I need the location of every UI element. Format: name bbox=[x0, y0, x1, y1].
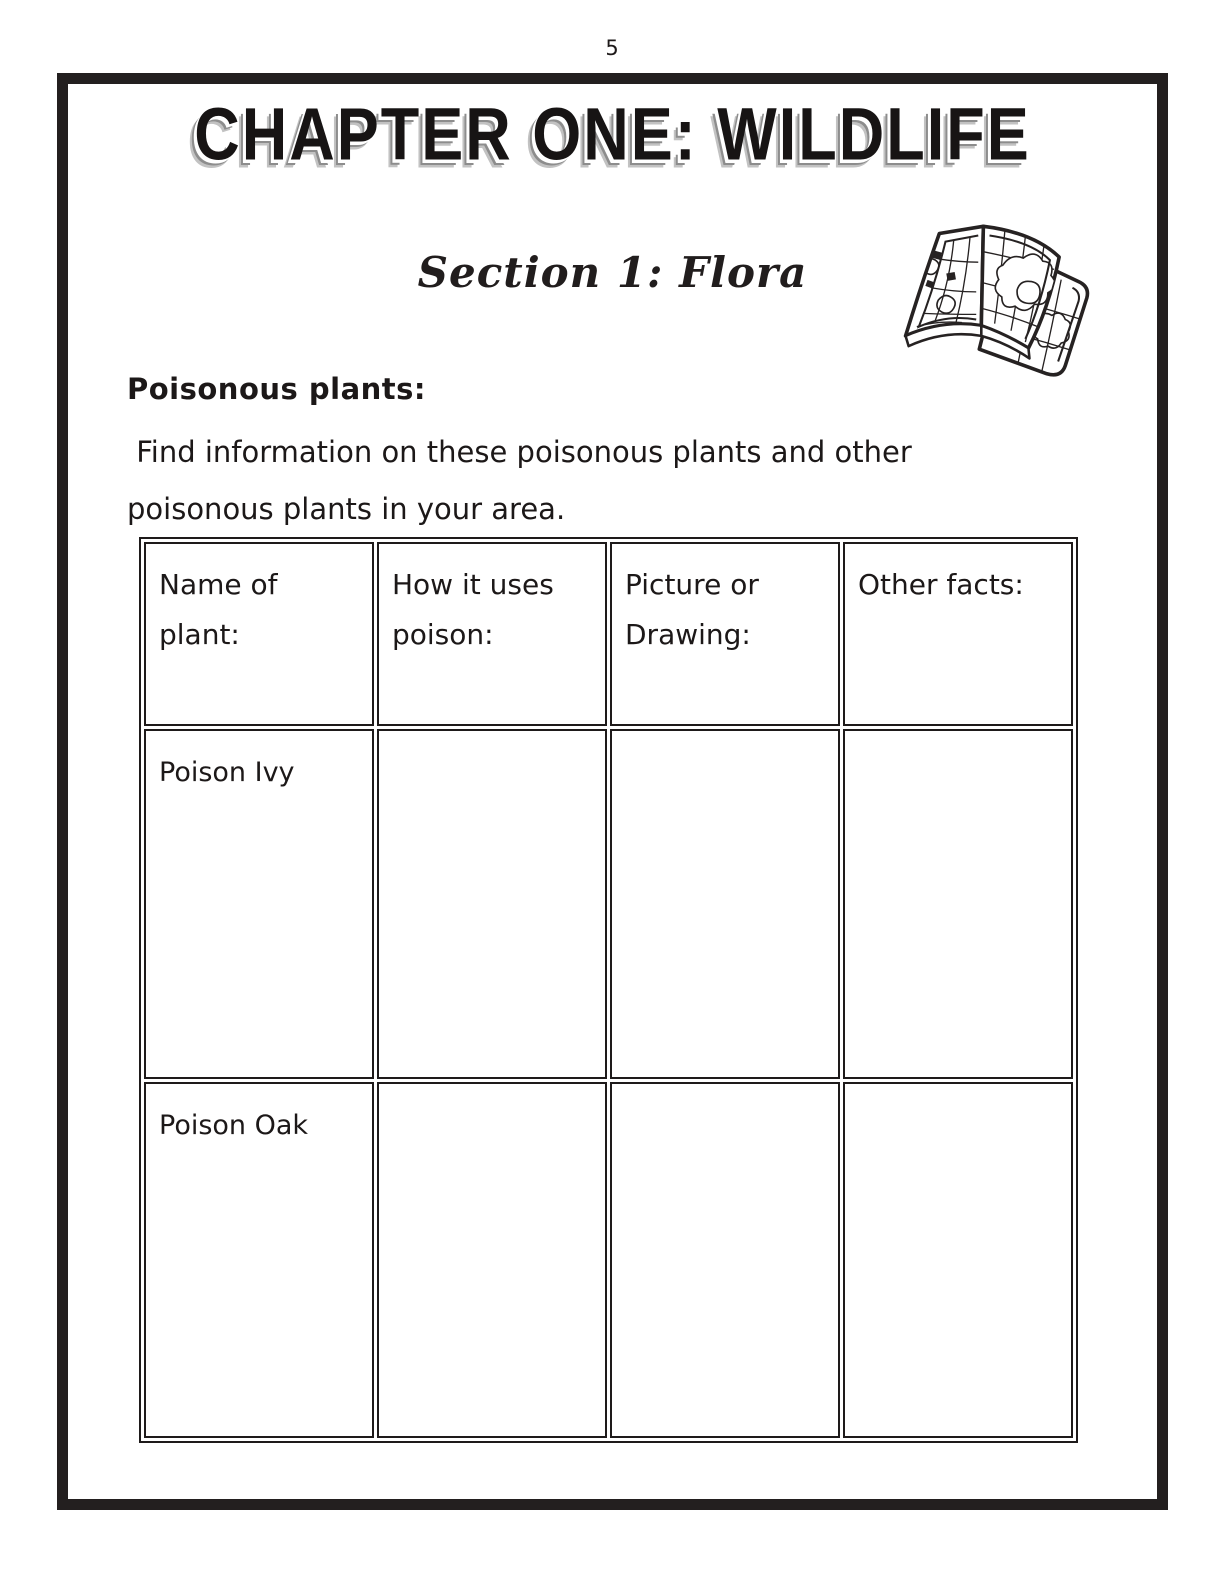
cell-picture-ivy-blank bbox=[610, 729, 840, 1079]
cell-other-facts-oak-blank bbox=[843, 1082, 1073, 1438]
page-number: 5 bbox=[605, 36, 619, 60]
cell-plant-name-ivy: Poison Ivy bbox=[144, 729, 374, 1079]
header-how-it-uses-poison: How it uses poison: bbox=[377, 542, 607, 726]
cell-other-facts-ivy-blank bbox=[843, 729, 1073, 1079]
header-name-of-plant: Name of plant: bbox=[144, 542, 374, 726]
cell-picture-oak-blank bbox=[610, 1082, 840, 1438]
folded-map-icon bbox=[882, 205, 1138, 391]
folded-map-illustration bbox=[882, 205, 1138, 391]
cell-poison-use-oak-blank bbox=[377, 1082, 607, 1438]
intro-paragraph: Find information on these poisonous plants and other poisonous plants in your area. bbox=[127, 435, 922, 526]
section-title: Section 1: Flora bbox=[417, 248, 808, 297]
table-row-poison-ivy bbox=[144, 729, 1073, 1079]
chapter-title: CHAPTER ONE: WILDLIFE bbox=[194, 93, 1031, 176]
poisonous-plants-table bbox=[139, 537, 1078, 1443]
intro-heading: Poisonous plants: bbox=[127, 372, 427, 406]
table-header-row bbox=[144, 542, 1073, 726]
header-picture-or-drawing: Picture or Drawing: bbox=[610, 542, 840, 726]
header-other-facts: Other facts: bbox=[843, 542, 1073, 726]
cell-plant-name-oak: Poison Oak bbox=[144, 1082, 374, 1438]
cell-poison-use-ivy-blank bbox=[377, 729, 607, 1079]
table-row-poison-oak bbox=[144, 1082, 1073, 1438]
